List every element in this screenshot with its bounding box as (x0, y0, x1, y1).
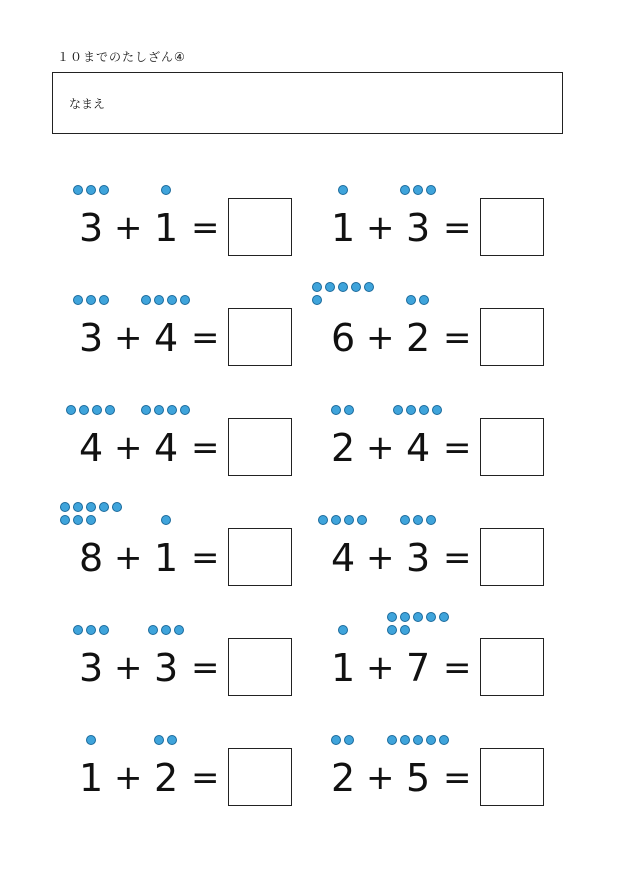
addend-a-dot (338, 625, 348, 635)
addend-a: 3 (79, 316, 104, 360)
addend-a-dot (73, 185, 83, 195)
addend-a-dot (318, 515, 328, 525)
addend-b-dot (148, 625, 158, 635)
addend-b-dot (167, 295, 177, 305)
addend-b-dot (393, 405, 403, 415)
addend-b-dot (167, 405, 177, 415)
name-label: なまえ (69, 97, 106, 111)
answer-box[interactable] (228, 748, 292, 806)
addend-b: 7 (406, 646, 431, 690)
answer-box[interactable] (228, 418, 292, 476)
addition-problem (70, 510, 330, 620)
plus-sign: + (366, 428, 395, 468)
addend-b-dot (180, 405, 190, 415)
plus-sign: + (366, 758, 395, 798)
addend-b: 3 (154, 646, 179, 690)
addend-a-dot (99, 295, 109, 305)
addend-a: 1 (331, 646, 356, 690)
plus-sign: + (114, 208, 143, 248)
addend-a-dot (86, 735, 96, 745)
addend-a-dot (99, 502, 109, 512)
addend-a-dot (86, 185, 96, 195)
addend-b: 5 (406, 756, 431, 800)
addition-problem (70, 620, 330, 730)
addend-a-dot (92, 405, 102, 415)
answer-box[interactable] (228, 308, 292, 366)
addend-b-dot (400, 185, 410, 195)
addend-a: 2 (331, 426, 356, 470)
addend-b-dot (439, 735, 449, 745)
addend-a-dot (325, 282, 335, 292)
addend-a: 8 (79, 536, 104, 580)
plus-sign: + (366, 538, 395, 578)
addend-b-dot (426, 185, 436, 195)
answer-box[interactable] (480, 418, 544, 476)
answer-box[interactable] (480, 308, 544, 366)
addend-a-dot (344, 735, 354, 745)
addend-a-dot (351, 282, 361, 292)
addend-b: 3 (406, 536, 431, 580)
addend-a-dot (331, 735, 341, 745)
addend-a-dot (338, 185, 348, 195)
addend-b: 4 (154, 316, 179, 360)
equals-sign: = (191, 208, 220, 248)
addend-b-dot (387, 625, 397, 635)
addend-b: 1 (154, 206, 179, 250)
addend-b-dot (426, 515, 436, 525)
addition-problem (322, 180, 582, 290)
equals-sign: = (443, 758, 472, 798)
equals-sign: = (191, 648, 220, 688)
name-field[interactable] (52, 72, 563, 134)
addend-a-dot (312, 282, 322, 292)
plus-sign: + (114, 428, 143, 468)
addend-a-dot (331, 405, 341, 415)
addend-b-dot (413, 185, 423, 195)
plus-sign: + (114, 648, 143, 688)
addend-a-dot (357, 515, 367, 525)
addend-a: 3 (79, 646, 104, 690)
plus-sign: + (366, 208, 395, 248)
addend-a-dot (73, 515, 83, 525)
addend-b-dot (161, 185, 171, 195)
addend-a-dot (112, 502, 122, 512)
addend-b-dot (419, 295, 429, 305)
addend-a: 4 (331, 536, 356, 580)
addend-a-dot (338, 282, 348, 292)
addition-problem (70, 290, 330, 400)
addend-a-dot (99, 625, 109, 635)
equals-sign: = (443, 208, 472, 248)
answer-box[interactable] (480, 638, 544, 696)
addition-problem (322, 400, 582, 510)
addend-b-dot (413, 735, 423, 745)
addend-a-dot (86, 515, 96, 525)
addend-b-dot (406, 295, 416, 305)
answer-box[interactable] (480, 528, 544, 586)
addend-a-dot (364, 282, 374, 292)
answer-box[interactable] (228, 198, 292, 256)
addend-b-dot (406, 405, 416, 415)
answer-box[interactable] (228, 528, 292, 586)
addend-b: 4 (154, 426, 179, 470)
addend-b-dot (439, 612, 449, 622)
addend-b-dot (180, 295, 190, 305)
addend-a: 2 (331, 756, 356, 800)
addend-b: 2 (406, 316, 431, 360)
addend-a-dot (105, 405, 115, 415)
equals-sign: = (191, 318, 220, 358)
addend-a-dot (331, 515, 341, 525)
addend-b-dot (161, 515, 171, 525)
plus-sign: + (114, 318, 143, 358)
addend-a: 1 (331, 206, 356, 250)
addend-b-dot (387, 735, 397, 745)
addend-b-dot (161, 625, 171, 635)
equals-sign: = (191, 538, 220, 578)
addition-problem (322, 620, 582, 730)
addend-b-dot (400, 625, 410, 635)
addend-b-dot (141, 295, 151, 305)
addition-problem (70, 730, 330, 840)
addend-a-dot (344, 405, 354, 415)
addend-a-dot (73, 502, 83, 512)
addition-problem (322, 510, 582, 620)
equals-sign: = (443, 318, 472, 358)
answer-box[interactable] (480, 748, 544, 806)
addend-b-dot (419, 405, 429, 415)
equals-sign: = (443, 428, 472, 468)
addend-a-dot (66, 405, 76, 415)
addend-b: 3 (406, 206, 431, 250)
addend-b-dot (426, 612, 436, 622)
addend-a: 1 (79, 756, 104, 800)
worksheet-title: １０までのたしざん④ (57, 50, 186, 64)
addend-b-dot (400, 735, 410, 745)
addition-problem (70, 400, 330, 510)
addend-a-dot (312, 295, 322, 305)
addend-b-dot (154, 735, 164, 745)
plus-sign: + (366, 648, 395, 688)
addend-b-dot (426, 735, 436, 745)
addend-a-dot (73, 625, 83, 635)
addend-a: 4 (79, 426, 104, 470)
addend-b-dot (167, 735, 177, 745)
addend-a-dot (73, 295, 83, 305)
addend-a-dot (86, 295, 96, 305)
equals-sign: = (443, 538, 472, 578)
addend-b-dot (413, 612, 423, 622)
plus-sign: + (114, 538, 143, 578)
addend-a-dot (60, 502, 70, 512)
equals-sign: = (191, 428, 220, 468)
addend-b: 4 (406, 426, 431, 470)
addend-b: 1 (154, 536, 179, 580)
addend-a-dot (86, 502, 96, 512)
equals-sign: = (443, 648, 472, 688)
addition-problem (322, 730, 582, 840)
plus-sign: + (114, 758, 143, 798)
addend-b-dot (400, 515, 410, 525)
addend-b-dot (154, 295, 164, 305)
addend-b-dot (413, 515, 423, 525)
addition-problem (322, 290, 582, 400)
addend-b-dot (387, 612, 397, 622)
addend-b-dot (174, 625, 184, 635)
addend-a-dot (60, 515, 70, 525)
addend-b-dot (154, 405, 164, 415)
addend-a-dot (99, 185, 109, 195)
plus-sign: + (366, 318, 395, 358)
addition-problem (70, 180, 330, 290)
answer-box[interactable] (480, 198, 544, 256)
addend-a-dot (79, 405, 89, 415)
equals-sign: = (191, 758, 220, 798)
addend-a: 3 (79, 206, 104, 250)
addend-b-dot (400, 612, 410, 622)
addend-b-dot (141, 405, 151, 415)
addend-a-dot (344, 515, 354, 525)
answer-box[interactable] (228, 638, 292, 696)
addend-a-dot (86, 625, 96, 635)
addend-b: 2 (154, 756, 179, 800)
addend-a: 6 (331, 316, 356, 360)
addend-b-dot (432, 405, 442, 415)
